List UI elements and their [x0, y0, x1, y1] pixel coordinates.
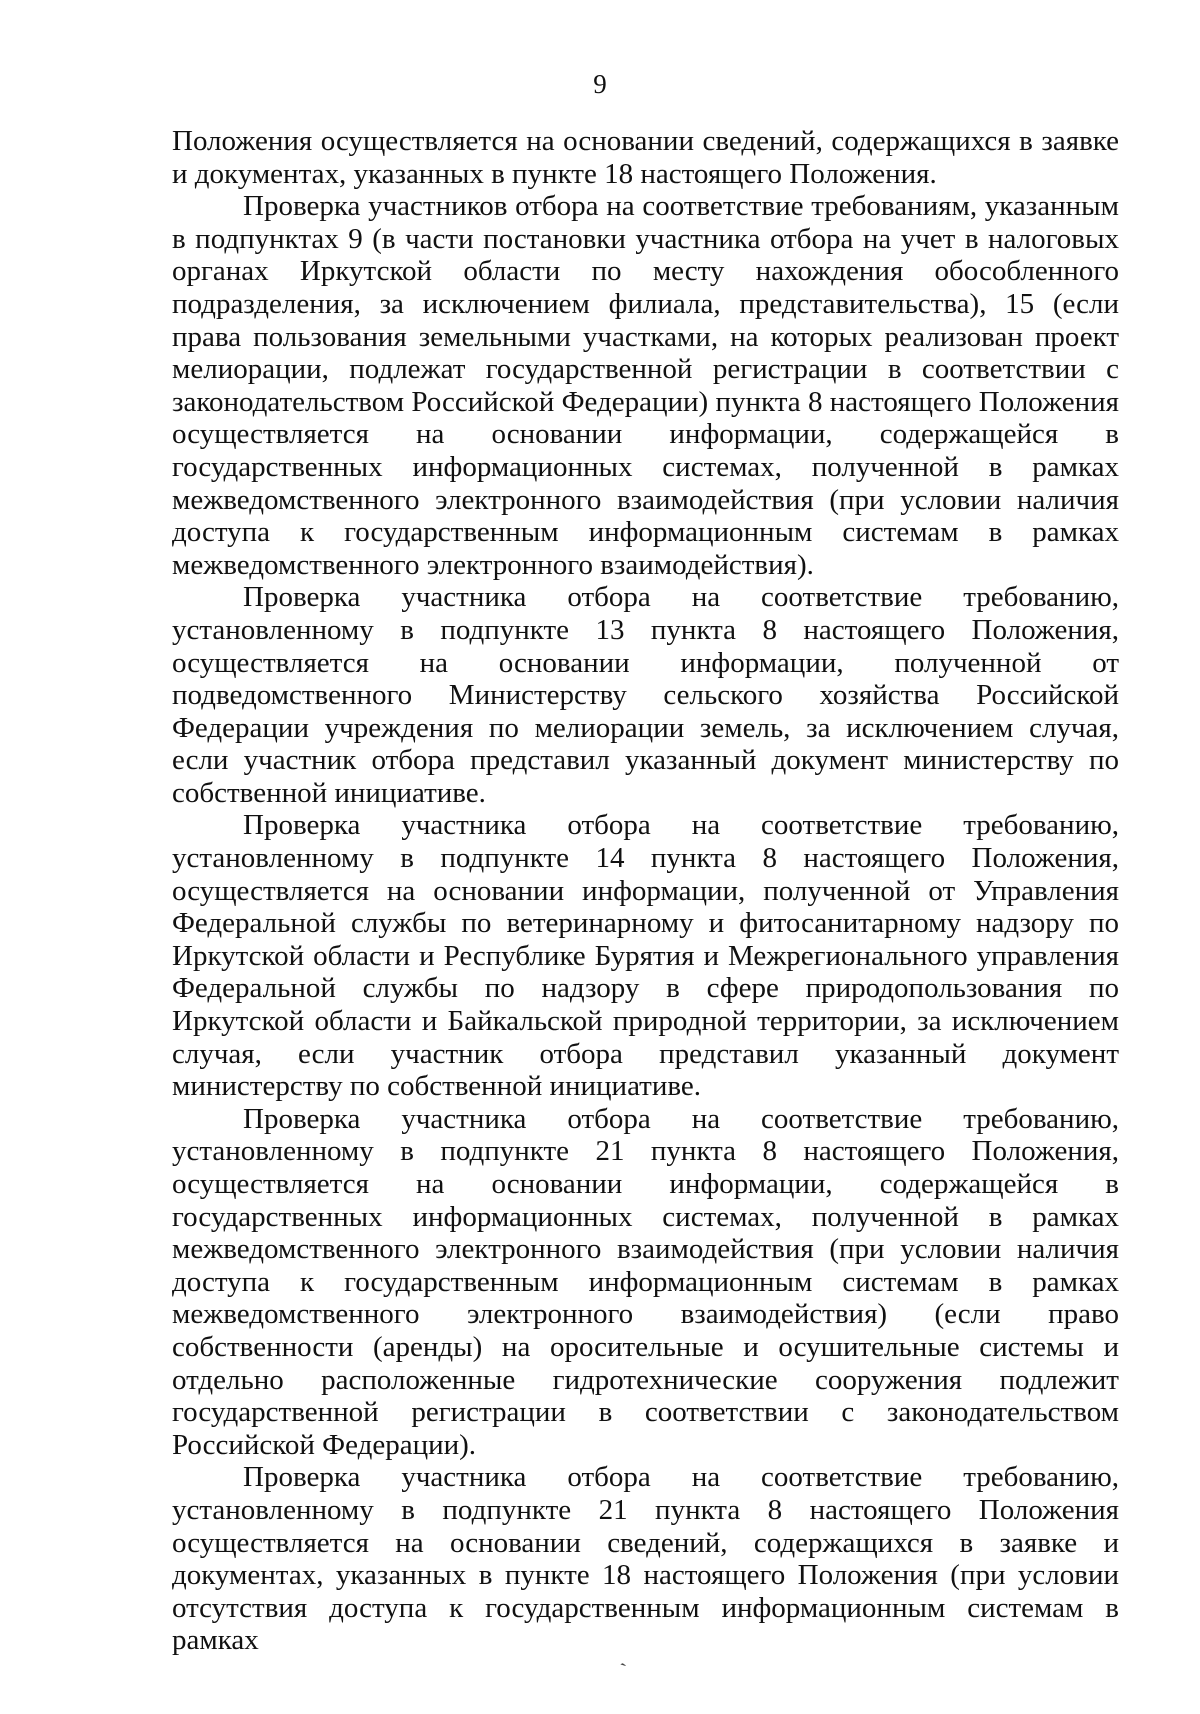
paragraph-check-subpoint-21-application: Проверка участника отбора на соответствие требованию, установленному в подпункте 21 пункта 8 настоящего Положения осуществляется на основании сведений, содержащихся в заявке и документах, указанных в пункте 18 настоящего Положения (при условии отсутствия доступа к государственным информационным системам в рамках	[172, 1461, 1119, 1657]
paragraph-check-subpoint-13: Проверка участника отбора на соответствие требованию, установленному в подпункте 13 пункта 8 настоящего Положения, осуществляется на основании информации, полученной от подведомственного Министерству сельского хозяйства Российской Федерации учреждения по мелиорации земель, за исключением случая, если участник отбора представил указанный документ министерству по собственной инициативе.	[172, 581, 1119, 809]
paragraph-continuation: Положения осуществляется на основании сведений, содержащихся в заявке и документах, указанных в пункте 18 настоящего Положения.	[172, 125, 1119, 190]
page-number: 9	[593, 69, 607, 99]
document-body	[172, 125, 1119, 1657]
paragraph-check-subpoint-14: Проверка участника отбора на соответствие требованию, установленному в подпункте 14 пункта 8 настоящего Положения, осуществляется на основании информации, полученной от Управления Федеральной службы по ветеринарному и фитосанитарному надзору по Иркутской области и Республике Бурятия и Межрегионального управления Федеральной службы по надзору в сфере природопользования по Иркутской области и Байкальской природной территории, за исключением случая, если участник отбора представил указанный документ министерству по собственной инициативе.	[172, 809, 1119, 1103]
scan-speck: ˋ	[617, 1657, 634, 1684]
paragraph-check-subpoint-21-gis: Проверка участника отбора на соответствие требованию, установленному в подпункте 21 пункта 8 настоящего Положения, осуществляется на основании информации, содержащейся в государственных информационных системах, полученной в рамках межведомственного электронного взаимодействия (при условии наличия доступа к государственным информационным системам в рамках межведомственного электронного взаимодействия) (если право собственности (аренды) на оросительные и осушительные системы и отдельно расположенные гидротехнические сооружения подлежит государственной регистрации в соответствии с законодательством Российской Федерации).	[172, 1102, 1119, 1461]
paragraph-check-subpoints-9-15: Проверка участников отбора на соответствие требованиям, указанным в подпунктах 9 (в части постановки участника отбора на учет в налоговых органах Иркутской области по месту нахождения обособленного подразделения, за исключением филиала, представительства), 15 (если права пользования земельными участками, на которых реализован проект мелиорации, подлежат государственной регистрации в соответствии с законодательством Российской Федерации) пункта 8 настоящего Положения осуществляется на основании информации, содержащейся в государственных информационных системах, полученной в рамках межведомственного электронного взаимодействия (при условии наличия доступа к государственным информационным системам в рамках межведомственного электронного взаимодействия).	[172, 190, 1119, 581]
